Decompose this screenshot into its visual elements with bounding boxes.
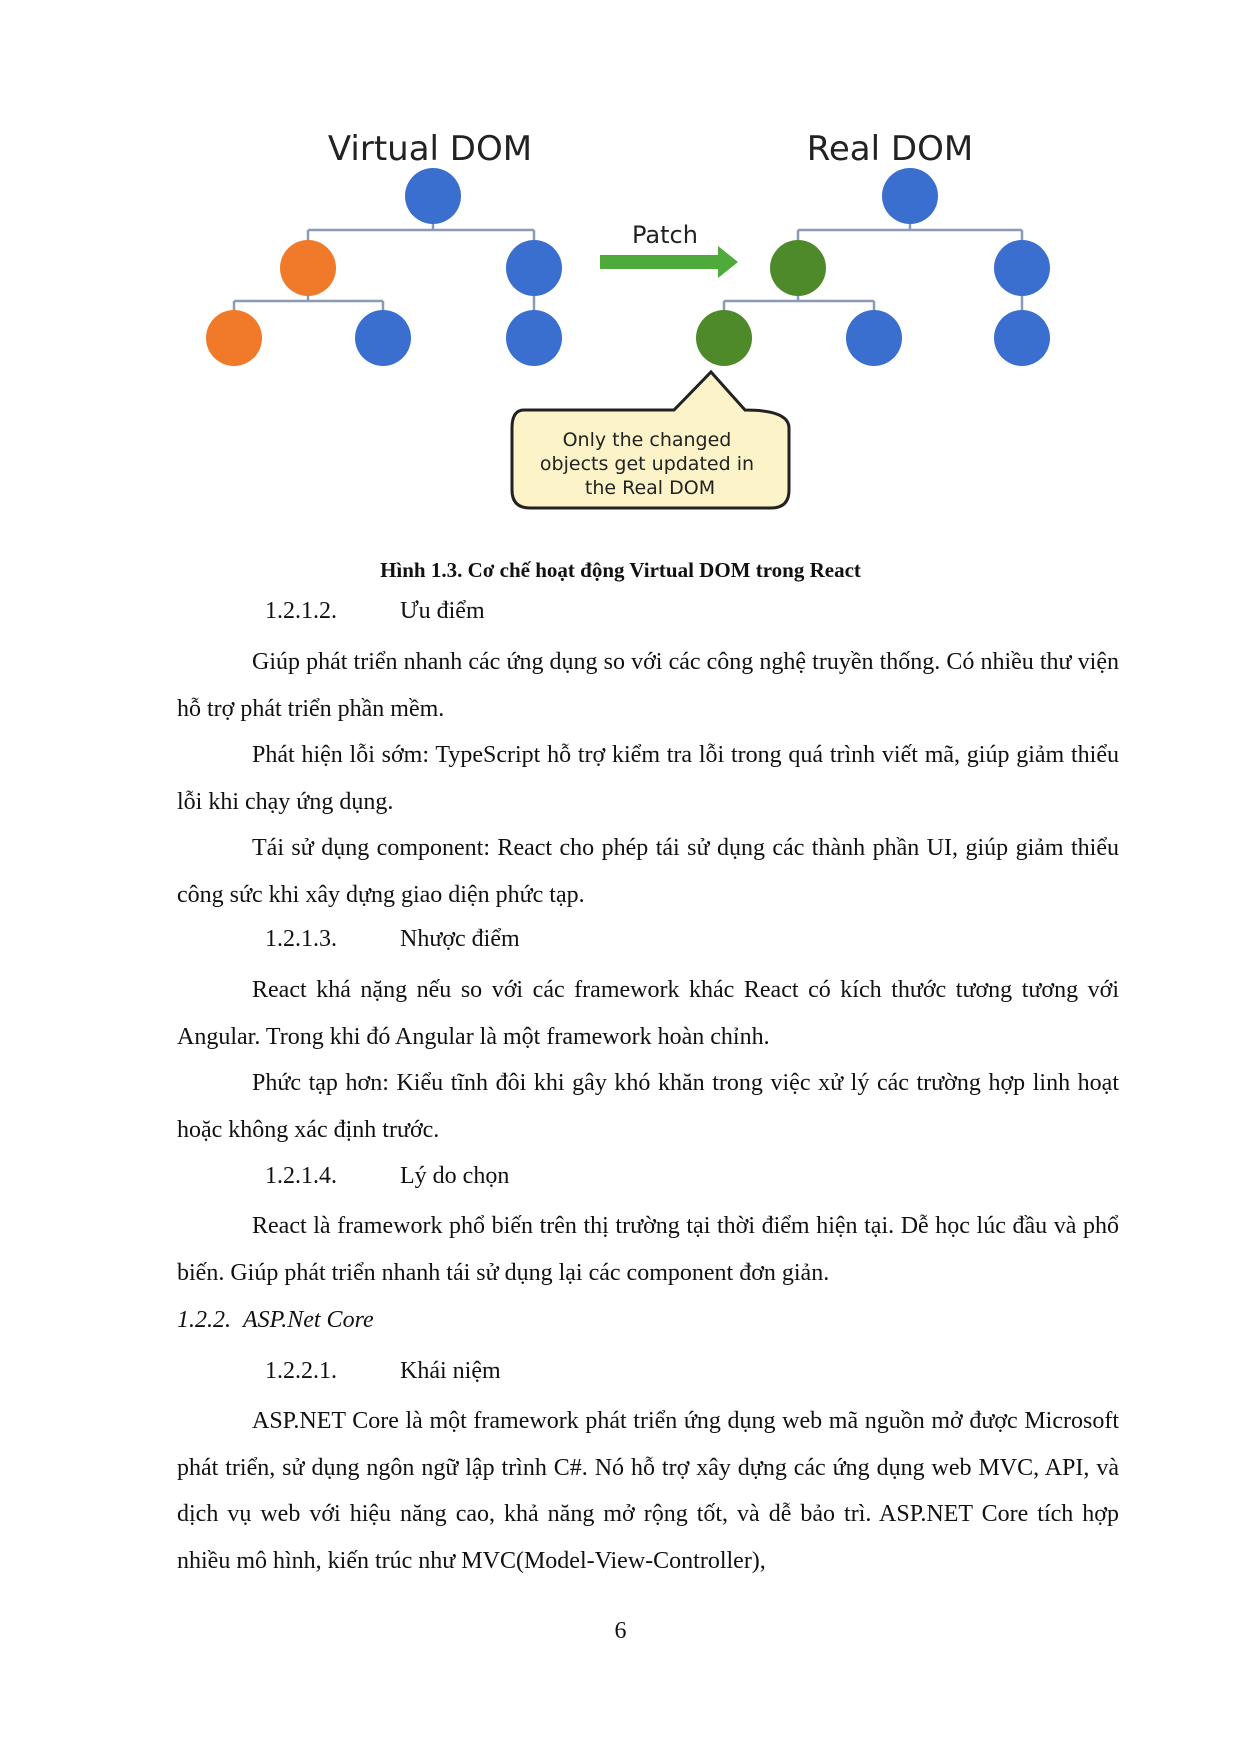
section-title: Khái niệm — [400, 1358, 501, 1384]
subsection-heading — [177, 1307, 374, 1334]
paragraph: ASP.NET Core là một framework phát triển ứng dụng web mã nguồn mở được Microsoft phát triển, sử dụng ngôn ngữ lập trình C#. Nó hỗ trợ xây dựng các ứng dụng web MVC, API, và dịch vụ web với hiệu năng cao, khả năng mở rộng tốt, và dễ bảo trì. ASP.NET Core tích hợp nhiều mô hình, kiến trúc như MVC(Model-View-Controller), — [177, 1408, 1119, 1574]
real-node-updated — [770, 240, 826, 296]
virtual-leaf-changed — [206, 310, 262, 366]
subsection-title: ASP.Net Core — [243, 1307, 374, 1333]
section-title: Ưu điểm — [400, 598, 485, 624]
callout-line: objects get updated in — [539, 453, 755, 475]
virtual-node-changed — [280, 240, 336, 296]
section-heading — [265, 598, 485, 625]
patch-arrow-icon — [600, 246, 738, 278]
virtual-leaf — [506, 310, 562, 366]
figure-caption: Hình 1.3. Cơ chế hoạt động Virtual DOM trong React — [380, 558, 861, 582]
real-leaf-updated — [696, 310, 752, 366]
paragraph: Tái sử dụng component: React cho phép tái sử dụng các thành phần UI, giúp giảm thiểu công sức khi xây dựng giao diện phức tạp. — [177, 835, 1119, 908]
real-leaf — [846, 310, 902, 366]
section-number: 1.2.2.1. — [265, 1358, 337, 1384]
page-number: 6 — [614, 1618, 627, 1644]
section-number: 1.2.1.4. — [265, 1163, 337, 1189]
virtual-node — [506, 240, 562, 296]
paragraph: React là framework phổ biến trên thị trường tại thời điểm hiện tại. Dễ học lúc đầu và phổ biến. Giúp phát triển nhanh tái sử dụng lại các component đơn giản. — [177, 1213, 1119, 1286]
paragraph: Phát hiện lỗi sớm: TypeScript hỗ trợ kiểm tra lỗi trong quá trình viết mã, giúp giảm thiểu lỗi khi chạy ứng dụng. — [177, 742, 1119, 815]
section-number: 1.2.1.2. — [265, 598, 337, 624]
callout-line: Only the changed — [562, 429, 732, 451]
real-root-node — [882, 168, 938, 224]
section-title: Nhược điểm — [400, 926, 520, 952]
callout-line: the Real DOM — [584, 477, 716, 499]
section-heading — [265, 1358, 501, 1385]
paragraph: Phức tạp hơn: Kiểu tĩnh đôi khi gây khó khăn trong việc xử lý các trường hợp linh hoạt hoặc không xác định trước. — [177, 1070, 1119, 1143]
virtual-root-node — [405, 168, 461, 224]
real-leaf — [994, 310, 1050, 366]
section-title: Lý do chọn — [400, 1163, 510, 1189]
section-heading — [265, 926, 520, 953]
virtual-dom-diagram — [0, 0, 1241, 540]
virtual-dom-title: Virtual DOM — [327, 129, 533, 169]
virtual-leaf — [355, 310, 411, 366]
real-dom-title: Real DOM — [806, 129, 974, 169]
section-heading — [265, 1163, 509, 1190]
section-number: 1.2.1.3. — [265, 926, 337, 952]
patch-label: Patch — [632, 221, 698, 249]
real-node — [994, 240, 1050, 296]
paragraph: React khá nặng nếu so với các framework khác React có kích thước tương tương với Angular. Trong khi đó Angular là một framework hoàn chỉnh. — [177, 977, 1119, 1050]
subsection-number: 1.2.2. — [177, 1307, 231, 1333]
paragraph: Giúp phát triển nhanh các ứng dụng so với các công nghệ truyền thống. Có nhiều thư viện hỗ trợ phát triển phần mềm. — [177, 649, 1119, 722]
